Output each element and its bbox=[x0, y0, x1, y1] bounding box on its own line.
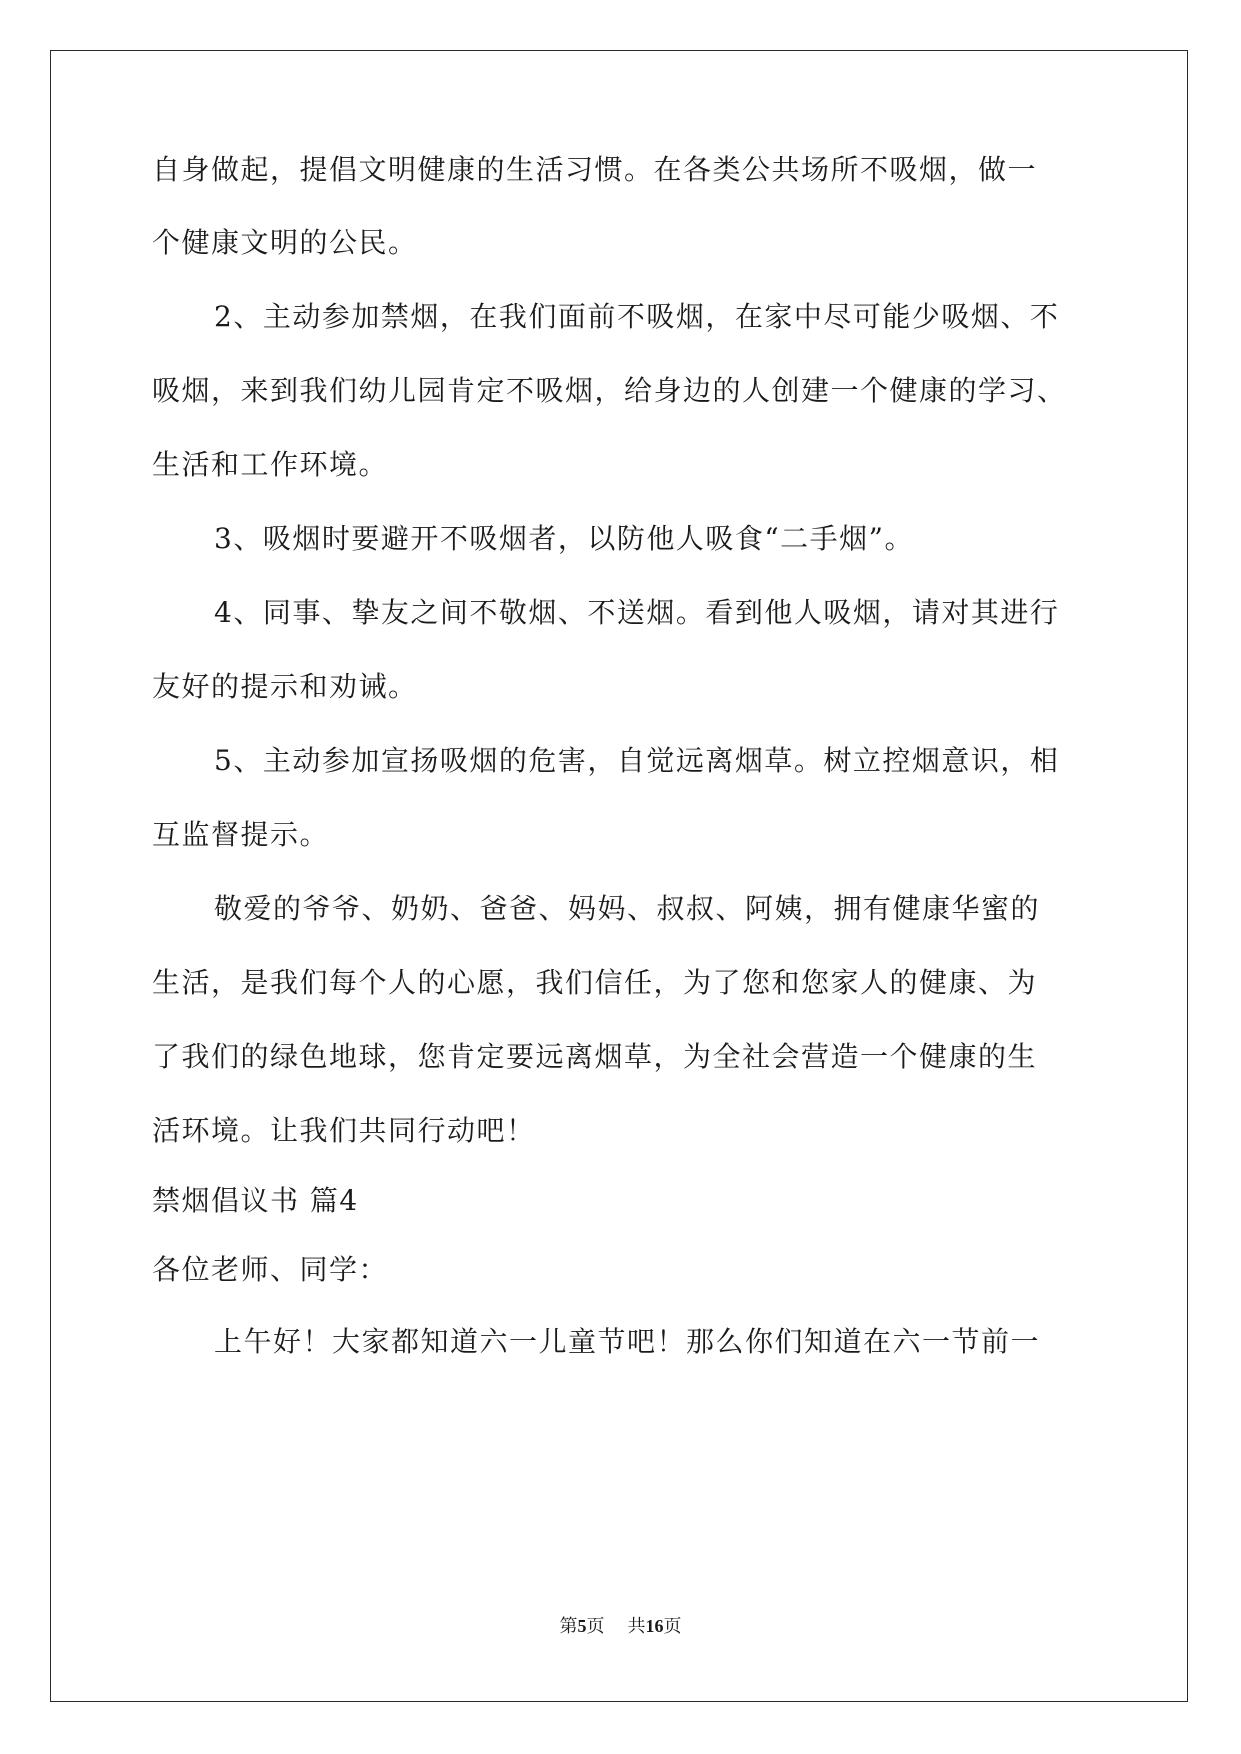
list-item-3: 3、吸烟时要避开不吸烟者，以防他人吸食“二手烟”。 bbox=[214, 522, 914, 555]
paragraph-start: 敬爱的爷爷、奶奶、爸爸、妈妈、叔叔、阿姨，拥有健康华蜜的 bbox=[214, 892, 1041, 925]
body-line: 自身做起，提倡文明健康的生活习惯。在各类公共场所不吸烟，做一 bbox=[152, 153, 1038, 186]
footer-page-prefix: 第 bbox=[559, 1616, 578, 1637]
body-line: 互监督提示。 bbox=[152, 818, 330, 851]
paragraph-start: 上午好！大家都知道六一儿童节吧！那么你们知道在六一节前一 bbox=[214, 1325, 1041, 1358]
list-item-2: 2、主动参加禁烟，在我们面前不吸烟，在家中尽可能少吸烟、不 bbox=[214, 300, 1060, 333]
body-line: 了我们的绿色地球，您肯定要远离烟草，为全社会营造一个健康的生 bbox=[152, 1040, 1038, 1073]
footer-page-total: 16 bbox=[645, 1616, 664, 1636]
body-line: 友好的提示和劝诫。 bbox=[152, 670, 418, 703]
footer-total-prefix: 共 bbox=[627, 1616, 646, 1637]
body-line: 生活，是我们每个人的心愿，我们信任，为了您和您家人的健康、为 bbox=[152, 966, 1038, 999]
page-footer bbox=[0, 1614, 1241, 1639]
footer-page-current: 5 bbox=[577, 1616, 587, 1636]
body-line: 吸烟，来到我们幼儿园肯定不吸烟，给身边的人创建一个健康的学习、 bbox=[152, 374, 1067, 407]
list-item-5: 5、主动参加宣扬吸烟的危害，自觉远离烟草。树立控烟意识，相 bbox=[214, 744, 1060, 777]
salutation: 各位老师、同学： bbox=[152, 1253, 389, 1286]
footer-total-suffix: 页 bbox=[663, 1616, 682, 1637]
body-line: 活环境。让我们共同行动吧！ bbox=[152, 1114, 536, 1147]
list-item-4: 4、同事、挚友之间不敬烟、不送烟。看到他人吸烟，请对其进行 bbox=[214, 596, 1060, 629]
body-line: 生活和工作环境。 bbox=[152, 448, 389, 481]
body-line: 个健康文明的公民。 bbox=[152, 226, 418, 259]
section-heading: 禁烟倡议书 篇4 bbox=[152, 1184, 359, 1217]
footer-page-suffix: 页 bbox=[586, 1616, 605, 1637]
